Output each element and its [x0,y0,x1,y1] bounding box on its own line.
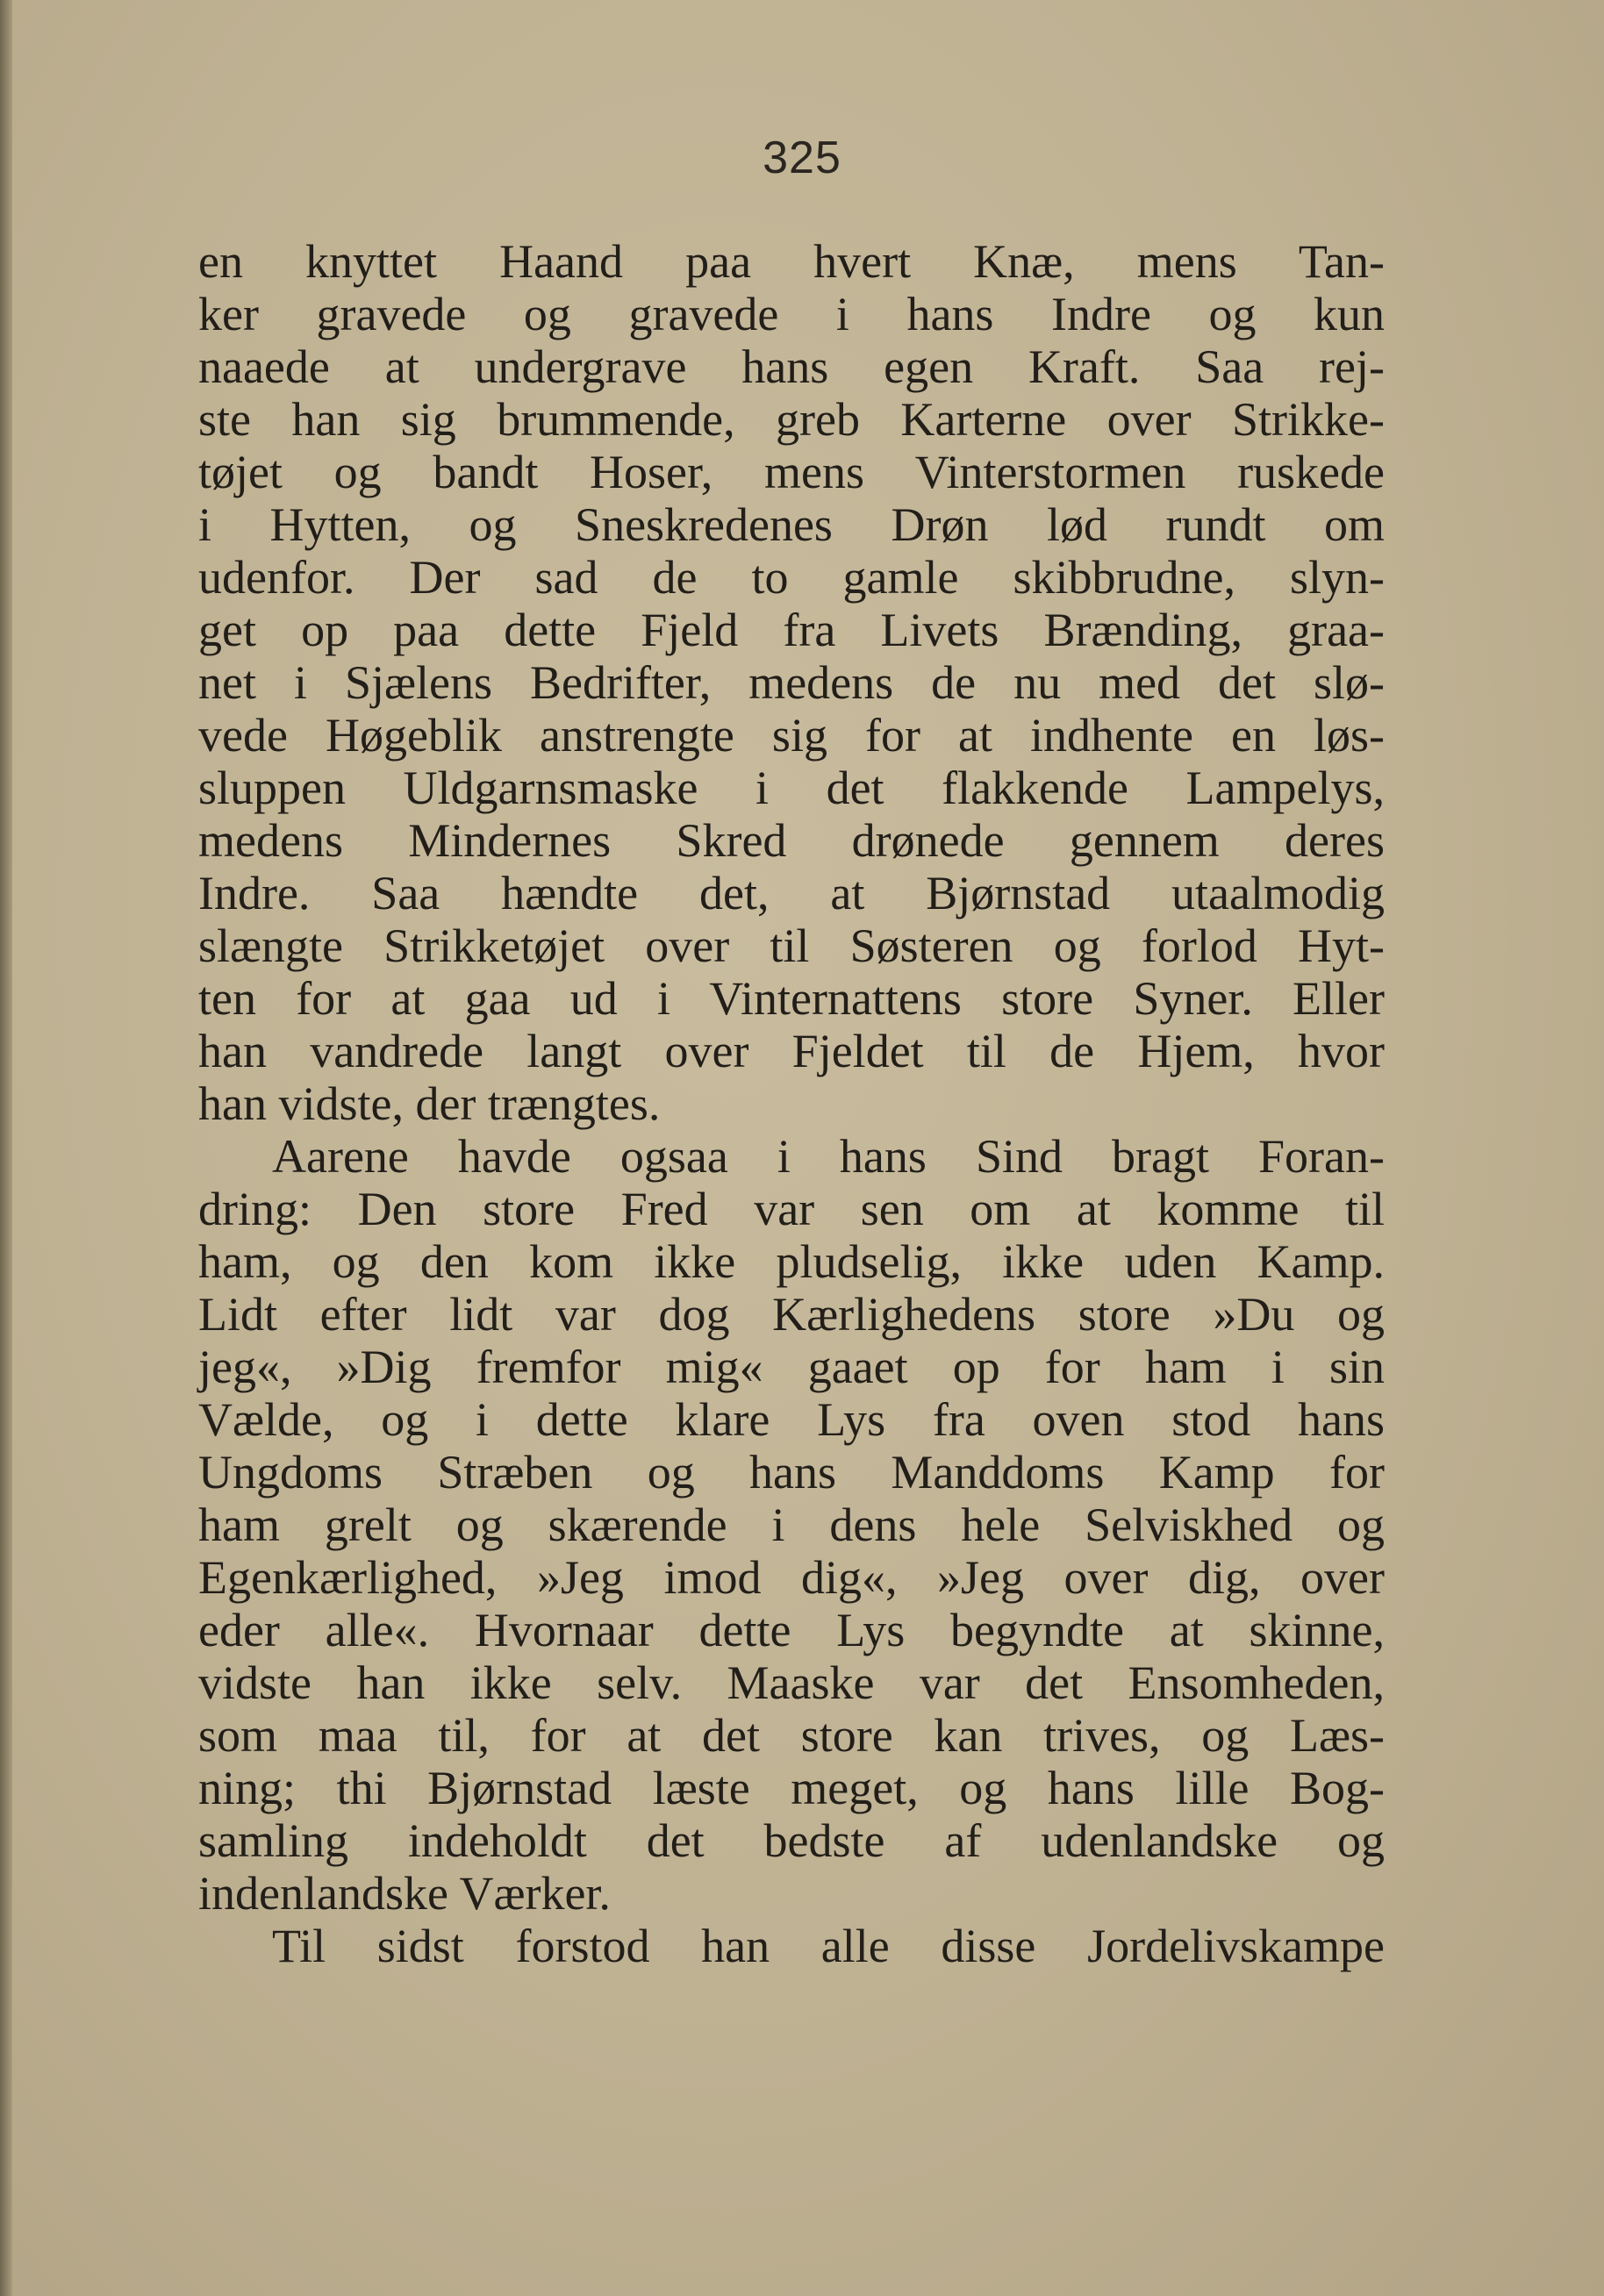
text-line: ham grelt og skærende i dens hele Selviskhed og [198,1498,1385,1551]
text-line: ker gravede og gravede i hans Indre og kun [198,288,1385,340]
text-line: udenfor. Der sad de to gamle skibbrudne, slyn- [198,551,1385,604]
text-line: jeg«, »Dig fremfor mig« gaaet op for ham i sin [198,1341,1385,1393]
text-line: Aarene havde ogsaa i hans Sind bragt Foran- [272,1130,1385,1183]
text-line: han vidste, der trængtes. [198,1077,661,1130]
text-line: tøjet og bandt Hoser, mens Vinterstormen ruskede [198,446,1385,498]
text-line: Til sidst forstod han alle disse Jordelivskampe [272,1920,1385,1972]
text-line: indenlandske Værker. [198,1867,611,1920]
text-line: dring: Den store Fred var sen om at komme til [198,1183,1385,1235]
text-line: en knyttet Haand paa hvert Knæ, mens Tan- [198,235,1385,288]
text-line: ham, og den kom ikke pludselig, ikke uden Kamp. [198,1235,1385,1288]
text-line: ning; thi Bjørnstad læste meget, og hans lille Bog- [198,1762,1385,1814]
text-line: han vandrede langt over Fjeldet til de Hjem, hvor [198,1025,1385,1077]
text-line: Lidt efter lidt var dog Kærlighedens store »Du og [198,1288,1385,1341]
text-line: naaede at undergrave hans egen Kraft. Saa rej- [198,340,1385,393]
text-line: sluppen Uldgarnsmaske i det flakkende Lampelys, [198,762,1385,814]
text-line: Ungdoms Stræben og hans Manddoms Kamp for [198,1446,1385,1498]
text-line: Vælde, og i dette klare Lys fra oven stod hans [198,1393,1385,1446]
text-line: net i Sjælens Bedrifter, medens de nu med det slø- [198,656,1385,709]
text-line: eder alle«. Hvornaar dette Lys begyndte at skinne, [198,1604,1385,1656]
page-number: 325 [763,132,841,183]
text-line: Indre. Saa hændte det, at Bjørnstad utaalmodig [198,867,1385,919]
text-line: vede Høgeblik anstrengte sig for at indhente en løs- [198,709,1385,762]
text-line: get op paa dette Fjeld fra Livets Brænding, graa- [198,604,1385,656]
text-line: som maa til, for at det store kan trives, og Læs- [198,1709,1385,1762]
text-line: medens Mindernes Skred drønede gennem deres [198,814,1385,867]
body-text [198,235,1385,1972]
binding-edge [0,0,12,2296]
text-line: i Hytten, og Sneskredenes Drøn lød rundt om [198,498,1385,551]
text-line: Egenkærlighed, »Jeg imod dig«, »Jeg over dig, over [198,1551,1385,1604]
text-line: vidste han ikke selv. Maaske var det Ensomheden, [198,1656,1385,1709]
text-line: samling indeholdt det bedste af udenlandske og [198,1814,1385,1867]
text-line: ste han sig brummende, greb Karterne over Strikke- [198,393,1385,446]
text-line: slængte Strikketøjet over til Søsteren og forlod Hyt- [198,919,1385,972]
text-line: ten for at gaa ud i Vinternattens store Syner. Eller [198,972,1385,1025]
